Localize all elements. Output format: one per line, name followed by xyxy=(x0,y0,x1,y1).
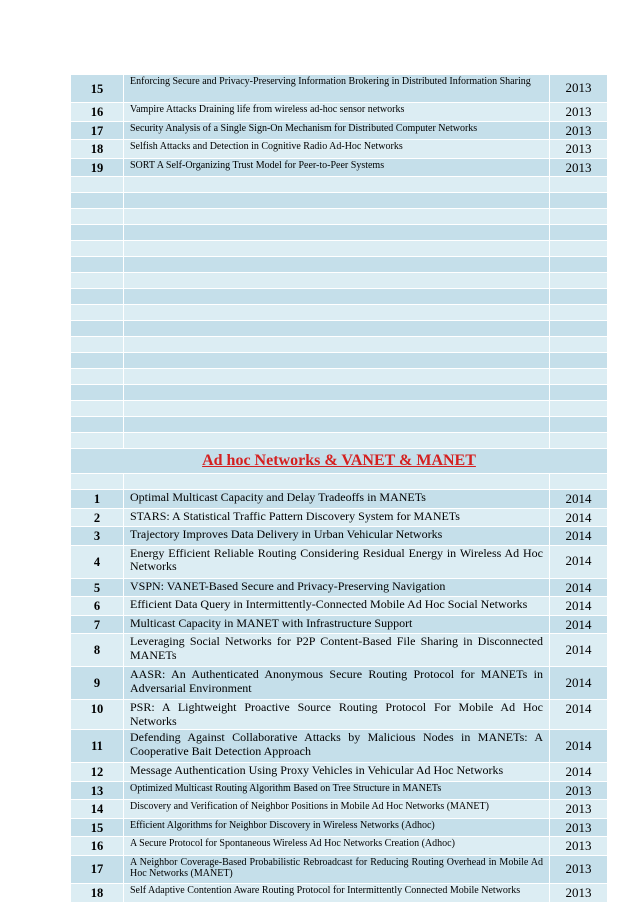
row-number: 17 xyxy=(71,121,124,140)
row-year: 2014 xyxy=(550,490,608,509)
table-row xyxy=(71,75,608,103)
empty-row xyxy=(71,305,608,321)
row-year: 2013 xyxy=(550,158,608,177)
empty-row xyxy=(71,369,608,385)
project-title: SORT A Self-Organizing Trust Model for Peer-to-Peer Systems xyxy=(124,158,550,177)
empty-row xyxy=(71,257,608,273)
row-number: 19 xyxy=(71,158,124,177)
table-row xyxy=(71,837,608,856)
empty-row xyxy=(71,273,608,289)
row-number: 4 xyxy=(71,545,124,578)
table-row xyxy=(71,781,608,800)
row-number: 5 xyxy=(71,578,124,597)
project-title: PSR: A Lightweight Proactive Source Routing Protocol For Mobile Ad Hoc Networks xyxy=(124,700,550,730)
project-title: Vampire Attacks Draining life from wireless ad-hoc sensor networks xyxy=(124,103,550,122)
row-year: 2013 xyxy=(550,75,608,103)
project-title: Optimized Multicast Routing Algorithm Based on Tree Structure in MANETs xyxy=(124,781,550,800)
row-number: 3 xyxy=(71,527,124,546)
row-number: 9 xyxy=(71,667,124,700)
row-number: 15 xyxy=(71,75,124,103)
empty-row xyxy=(71,433,608,449)
empty-row xyxy=(71,241,608,257)
row-year: 2013 xyxy=(550,855,608,883)
table-row xyxy=(71,158,608,177)
row-year: 2013 xyxy=(550,800,608,819)
row-number: 8 xyxy=(71,634,124,667)
project-title: Defending Against Collaborative Attacks by Malicious Nodes in MANETs: A Cooperative Bait Detection Approach xyxy=(124,730,550,763)
empty-row xyxy=(71,337,608,353)
empty-row xyxy=(71,321,608,337)
project-title: A Secure Protocol for Spontaneous Wireless Ad Hoc Networks Creation (Adhoc) xyxy=(124,837,550,856)
row-number: 1 xyxy=(71,490,124,509)
row-year: 2014 xyxy=(550,700,608,730)
empty-row xyxy=(71,474,608,490)
table-row xyxy=(71,597,608,616)
table-row xyxy=(71,800,608,819)
row-year: 2014 xyxy=(550,508,608,527)
table-row xyxy=(71,578,608,597)
row-number: 6 xyxy=(71,597,124,616)
table-row xyxy=(71,140,608,159)
project-title: Multicast Capacity in MANET with Infrastructure Support xyxy=(124,615,550,634)
table-row xyxy=(71,883,608,902)
empty-row xyxy=(71,401,608,417)
row-year: 2014 xyxy=(550,545,608,578)
row-number: 13 xyxy=(71,781,124,800)
table-row xyxy=(71,103,608,122)
row-year: 2013 xyxy=(550,818,608,837)
table-row xyxy=(71,490,608,509)
table-row xyxy=(71,730,608,763)
row-number: 16 xyxy=(71,103,124,122)
table-row xyxy=(71,527,608,546)
row-number: 2 xyxy=(71,508,124,527)
empty-row xyxy=(71,177,608,193)
project-title: Efficient Algorithms for Neighbor Discovery in Wireless Networks (Adhoc) xyxy=(124,818,550,837)
project-title: Efficient Data Query in Intermittently-Connected Mobile Ad Hoc Social Networks xyxy=(124,597,550,616)
project-title: Discovery and Verification of Neighbor Positions in Mobile Ad Hoc Networks (MANET) xyxy=(124,800,550,819)
project-title: AASR: An Authenticated Anonymous Secure Routing Protocol for MANETs in Adversarial Environment xyxy=(124,667,550,700)
project-title: Security Analysis of a Single Sign-On Mechanism for Distributed Computer Networks xyxy=(124,121,550,140)
empty-row xyxy=(71,209,608,225)
table-row xyxy=(71,700,608,730)
row-number: 18 xyxy=(71,140,124,159)
row-year: 2014 xyxy=(550,763,608,782)
row-number: 16 xyxy=(71,837,124,856)
project-title: Self Adaptive Contention Aware Routing Protocol for Intermittently Connected Mobile Networks xyxy=(124,883,550,902)
table-row xyxy=(71,634,608,667)
project-title: Energy Efficient Reliable Routing Considering Residual Energy in Wireless Ad Hoc Networks xyxy=(124,545,550,578)
project-title: Leveraging Social Networks for P2P Content-Based File Sharing in Disconnected MANETs xyxy=(124,634,550,667)
row-number: 14 xyxy=(71,800,124,819)
row-year: 2014 xyxy=(550,667,608,700)
table-row xyxy=(71,818,608,837)
row-year: 2013 xyxy=(550,837,608,856)
empty-row xyxy=(71,225,608,241)
row-year: 2013 xyxy=(550,103,608,122)
section-heading-row xyxy=(71,449,608,474)
row-number: 7 xyxy=(71,615,124,634)
table-row xyxy=(71,615,608,634)
project-list-table xyxy=(70,74,608,903)
row-number: 11 xyxy=(71,730,124,763)
row-number: 17 xyxy=(71,855,124,883)
project-title: Message Authentication Using Proxy Vehicles in Vehicular Ad Hoc Networks xyxy=(124,763,550,782)
project-title: Enforcing Secure and Privacy-Preserving Information Brokering in Distributed Information Sharing xyxy=(124,75,550,103)
table-row xyxy=(71,667,608,700)
row-number: 15 xyxy=(71,818,124,837)
empty-row xyxy=(71,417,608,433)
table-row xyxy=(71,763,608,782)
empty-row xyxy=(71,289,608,305)
row-year: 2014 xyxy=(550,615,608,634)
table-row xyxy=(71,855,608,883)
project-title: Selfish Attacks and Detection in Cognitive Radio Ad-Hoc Networks xyxy=(124,140,550,159)
empty-row xyxy=(71,385,608,401)
table-row xyxy=(71,508,608,527)
row-year: 2014 xyxy=(550,597,608,616)
row-number: 18 xyxy=(71,883,124,902)
row-year: 2014 xyxy=(550,527,608,546)
empty-row xyxy=(71,193,608,209)
row-year: 2014 xyxy=(550,730,608,763)
table-row xyxy=(71,545,608,578)
row-year: 2014 xyxy=(550,578,608,597)
row-number: 12 xyxy=(71,763,124,782)
row-year: 2013 xyxy=(550,781,608,800)
project-title: Trajectory Improves Data Delivery in Urban Vehicular Networks xyxy=(124,527,550,546)
row-year: 2014 xyxy=(550,634,608,667)
project-title: VSPN: VANET-Based Secure and Privacy-Preserving Navigation xyxy=(124,578,550,597)
row-year: 2013 xyxy=(550,883,608,902)
table-row xyxy=(71,121,608,140)
section-title: Ad hoc Networks & VANET & MANET xyxy=(71,449,608,474)
project-title: A Neighbor Coverage-Based Probabilistic Rebroadcast for Reducing Routing Overhead in Mobile Ad Hoc Networks (MANET) xyxy=(124,855,550,883)
empty-row xyxy=(71,353,608,369)
project-title: Optimal Multicast Capacity and Delay Tradeoffs in MANETs xyxy=(124,490,550,509)
project-title: STARS: A Statistical Traffic Pattern Discovery System for MANETs xyxy=(124,508,550,527)
row-year: 2013 xyxy=(550,121,608,140)
row-year: 2013 xyxy=(550,140,608,159)
row-number: 10 xyxy=(71,700,124,730)
